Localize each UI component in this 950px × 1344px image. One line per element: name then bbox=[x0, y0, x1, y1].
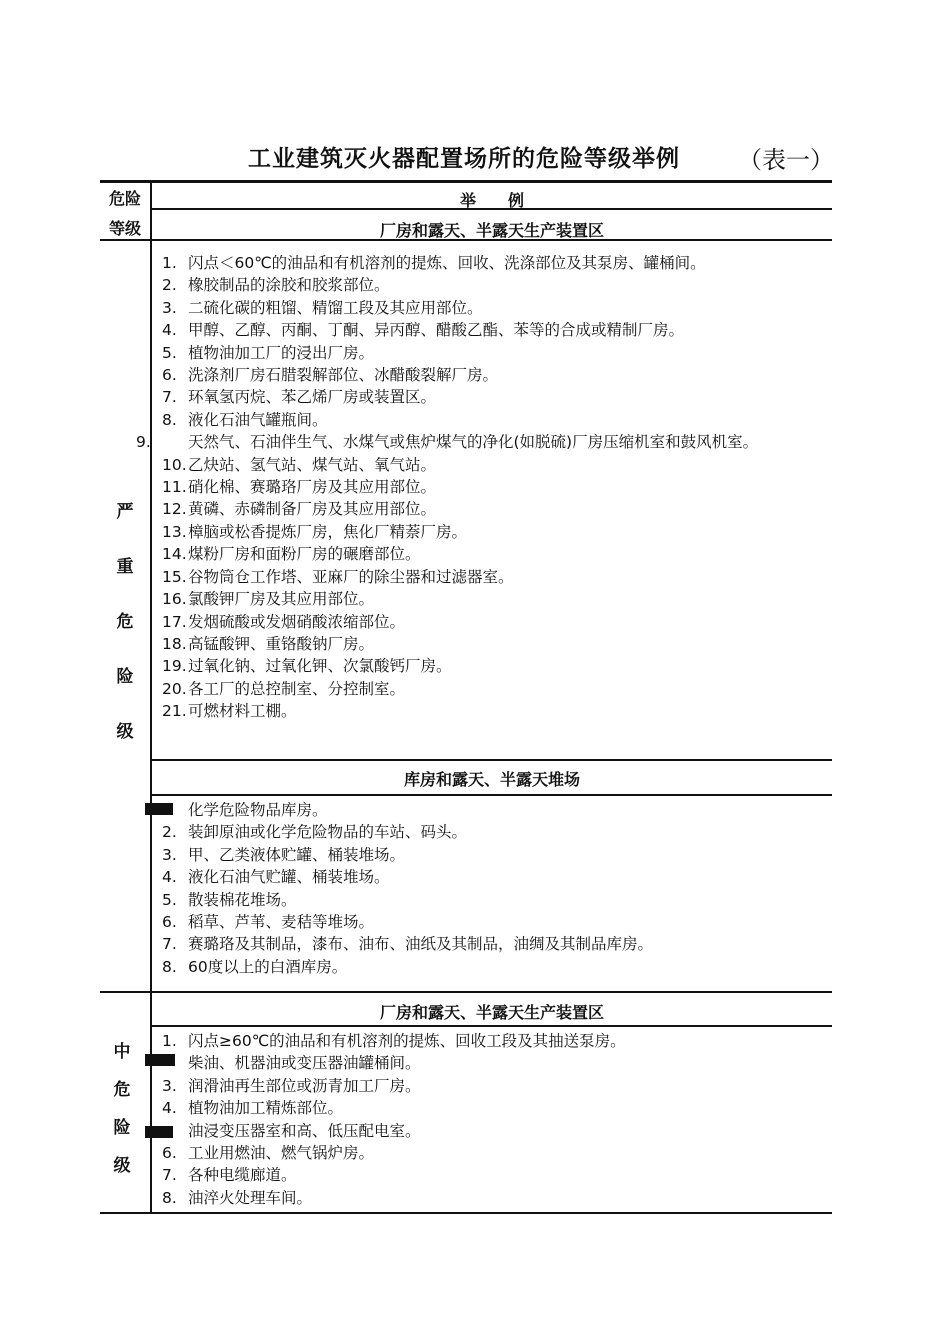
list-item: 柴油、机器油或变压器油罐桶间。 bbox=[188, 1054, 421, 1073]
list-item: 油浸变压器室和高、低压配电室。 bbox=[188, 1121, 421, 1140]
list-item: 17.发烟硫酸或发烟硝酸浓缩部位。 bbox=[162, 612, 406, 631]
list-item: 6. 洗涤剂厂房石腊裂解部位、冰醋酸裂解厂房。 bbox=[162, 366, 499, 385]
example-column-header: 举 例 bbox=[459, 191, 524, 210]
list-item: 4. 植物油加工精炼部位。 bbox=[162, 1099, 344, 1118]
list-item: 7. 各种电缆廊道。 bbox=[162, 1166, 297, 1185]
list-item: 19.过氧化钠、过氧化钾、次氯酸钙厂房。 bbox=[162, 657, 452, 676]
list-item: 2. 装卸原油或化学危险物品的车站、码头。 bbox=[162, 823, 468, 842]
list-item: 4. 液化石油气贮罐、桶装堆场。 bbox=[162, 868, 390, 887]
page-title: 工业建筑灭火器配置场所的危险等级举例 bbox=[248, 145, 680, 172]
list-item: 8. 液化石油气罐瓶间。 bbox=[162, 410, 328, 429]
list-item: 16.氯酸钾厂房及其应用部位。 bbox=[162, 590, 375, 609]
list-item: 3. 润滑油再生部位或沥青加工厂房。 bbox=[162, 1076, 421, 1095]
severe-level-char: 严 bbox=[116, 502, 134, 522]
medium-level-char: 级 bbox=[113, 1156, 131, 1176]
severe-section2-list bbox=[162, 799, 653, 978]
severe-section1-heading: 厂房和露天、半露天生产装置区 bbox=[379, 221, 604, 240]
list-item: 12.黄磷、赤磷制备厂房及其应用部位。 bbox=[162, 500, 437, 519]
list-item: 化学危险物品库房。 bbox=[188, 801, 328, 819]
table-top-rule bbox=[100, 180, 832, 183]
list-item: 14.煤粉厂房和面粉厂房的碾磨部位。 bbox=[162, 545, 421, 564]
list-item: 1. 闪点≥60℃的油品和有机溶剂的提炼、回收工段及其抽送泵房。 bbox=[162, 1032, 626, 1050]
medium-heading-rule bbox=[152, 1025, 832, 1027]
list-item: 13.樟脑或松香提炼厂房，焦化厂精萘厂房。 bbox=[162, 522, 468, 541]
list-item: 8. 油淬火处理车间。 bbox=[162, 1188, 313, 1207]
table-number-note: （表一） bbox=[738, 146, 834, 174]
list-item: 7. 赛璐珞及其制品，漆布、油布、油纸及其制品，油绸及其制品库房。 bbox=[162, 935, 654, 954]
medium-level-char: 中 bbox=[113, 1042, 131, 1062]
list-item: 20.各工厂的总控制室、分控制室。 bbox=[162, 679, 406, 698]
list-item: 11.硝化棉、赛璐珞厂房及其应用部位。 bbox=[162, 478, 437, 497]
severe-section2-heading: 库房和露天、半露天堆场 bbox=[403, 770, 580, 789]
medium-level-char: 险 bbox=[113, 1118, 131, 1138]
medium-level-char: 危 bbox=[113, 1080, 131, 1100]
list-item: 3. 二硫化碳的粗馏、精馏工段及其应用部位。 bbox=[162, 298, 483, 317]
list-item: 4. 甲醇、乙醇、丙酮、丁酮、异丙醇、醋酸乙酯、苯等的合成或精制厂房。 bbox=[162, 321, 685, 340]
list-item: 21.可燃材料工棚。 bbox=[162, 702, 297, 721]
table-bottom-rule bbox=[100, 1212, 832, 1214]
severe-level-char: 重 bbox=[116, 557, 134, 577]
level-divider-rule bbox=[100, 991, 832, 993]
level-column-header-line2: 等级 bbox=[108, 219, 141, 238]
list-item: 9. 天然气、石油伴生气、水煤气或焦炉煤气的净化(如脱硫)厂房压缩机室和鼓风机室。 bbox=[136, 433, 759, 452]
list-item: 1. 闪点＜60℃的油品和有机溶剂的提炼、回收、洗涤部位及其泵房、罐桶间。 bbox=[162, 254, 706, 272]
medium-section1-list bbox=[162, 1030, 626, 1209]
section2-heading-rule bbox=[152, 794, 832, 796]
list-item: 2. 橡胶制品的涂胶和胶浆部位。 bbox=[162, 276, 390, 295]
list-item: 8. 60度以上的白酒库房。 bbox=[162, 957, 348, 976]
list-item: 5. 植物油加工厂的浸出厂房。 bbox=[162, 343, 375, 362]
medium-section1-heading: 厂房和露天、半露天生产装置区 bbox=[379, 1003, 604, 1022]
list-item: 5. 散装棉花堆场。 bbox=[162, 890, 297, 909]
list-item: 10.乙炔站、氢气站、煤气站、氧气站。 bbox=[162, 455, 437, 474]
list-item: 18.高锰酸钾、重铬酸钠厂房。 bbox=[162, 634, 375, 653]
severe-section1-list bbox=[136, 252, 848, 723]
list-item: 6. 工业用燃油、燃气锅炉房。 bbox=[162, 1144, 375, 1163]
list-item: 3. 甲、乙类液体贮罐、桶装堆场。 bbox=[162, 845, 406, 864]
section2-top-rule bbox=[152, 759, 832, 761]
level-column-header-line1: 危险 bbox=[108, 189, 141, 208]
list-item: 6. 稻草、芦苇、麦秸等堆场。 bbox=[162, 913, 375, 932]
severe-level-char: 危 bbox=[116, 612, 134, 632]
list-item: 15.谷物筒仓工作塔、亚麻厂的除尘器和过滤器室。 bbox=[162, 567, 514, 586]
severe-level-char: 险 bbox=[116, 667, 134, 687]
severe-level-char: 级 bbox=[116, 722, 134, 742]
list-item: 7. 环氧氢丙烷、苯乙烯厂房或装置区。 bbox=[162, 388, 437, 407]
